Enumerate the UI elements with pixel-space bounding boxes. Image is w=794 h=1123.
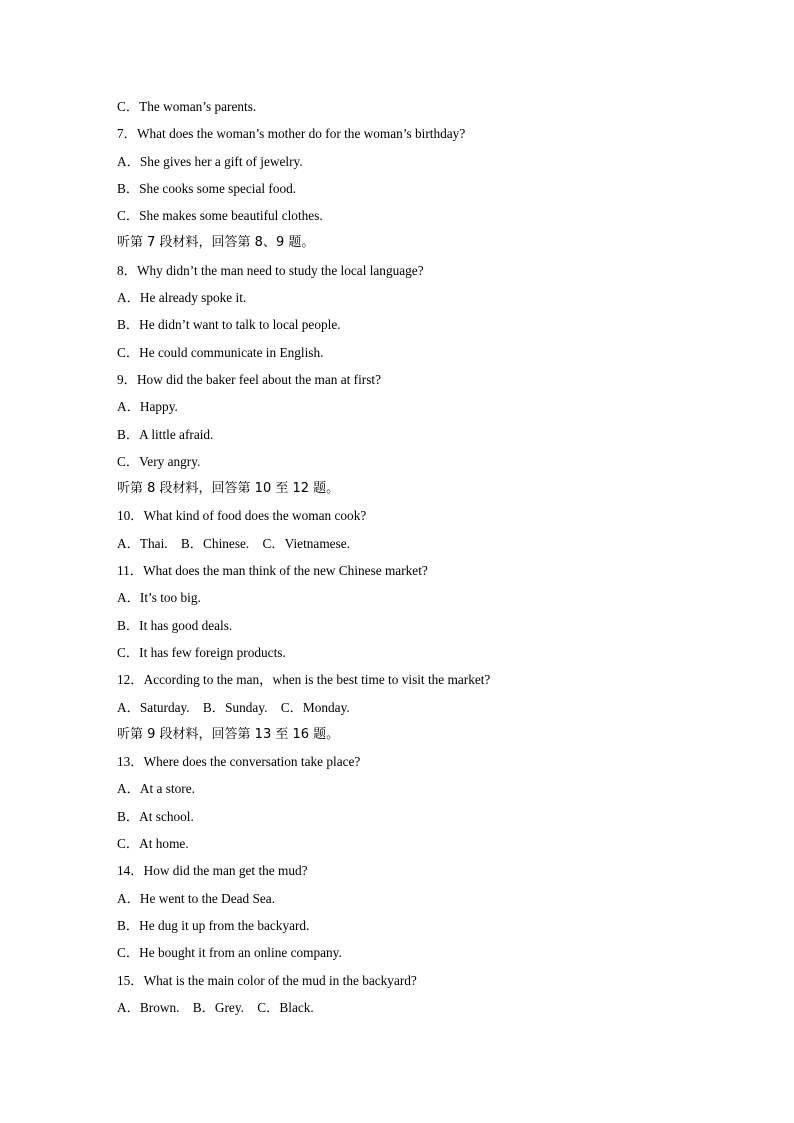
option-line: C．He bought it from an online company. <box>117 945 342 961</box>
section-instruction: 听第 8 段材料，回答第 10 至 12 题。 <box>117 481 340 497</box>
option-line: A．He already spoke it. <box>117 290 247 306</box>
option-line: B．She cooks some special food. <box>117 180 297 196</box>
option-line: C．She makes some beautiful clothes. <box>117 208 323 224</box>
question-line: 10．What kind of food does the woman cook? <box>117 508 367 524</box>
option-line: A．It’s too big. <box>117 590 201 606</box>
question-line: 12．According to the man，when is the best time to visit the market? <box>117 672 491 688</box>
option-line: A．Happy. <box>117 399 178 415</box>
option-line: A．Brown. B．Grey. C．Black. <box>117 999 314 1015</box>
option-line: A．Thai. B．Chinese. C．Vietnamese. <box>117 535 350 551</box>
option-line: B．He dug it up from the backyard. <box>117 917 310 933</box>
option-line: C．He could communicate in English. <box>117 344 324 360</box>
option-line: B．He didn’t want to talk to local people. <box>117 317 341 333</box>
document-page <box>117 93 717 1021</box>
question-line: 13．Where does the conversation take place? <box>117 754 361 770</box>
section-instruction: 听第 9 段材料，回答第 13 至 16 题。 <box>117 726 340 742</box>
option-line: A．Saturday. B．Sunday. C．Monday. <box>117 699 350 715</box>
option-line: A．He went to the Dead Sea. <box>117 890 276 906</box>
option-line: C．The woman’s parents. <box>117 99 257 114</box>
question-line: 11．What does the man think of the new Chinese market? <box>117 563 428 579</box>
question-line: 9．How did the baker feel about the man at first? <box>117 371 382 387</box>
option-line: B．It has good deals. <box>117 617 233 633</box>
section-instruction: 听第 7 段材料，回答第 8、9 题。 <box>117 235 315 251</box>
option-line: A．She gives her a gift of jewelry. <box>117 153 303 169</box>
option-line: C．Very angry. <box>117 453 201 469</box>
option-line: C．It has few foreign products. <box>117 644 286 660</box>
question-line: 7．What does the woman’s mother do for the woman’s birthday? <box>117 126 466 142</box>
option-line: A．At a store. <box>117 781 195 797</box>
question-line: 8．Why didn’t the man need to study the local language? <box>117 262 424 278</box>
option-line: B．At school. <box>117 808 194 824</box>
option-line: C．At home. <box>117 836 189 852</box>
question-line: 15．What is the main color of the mud in the backyard? <box>117 972 417 988</box>
option-line: B．A little afraid. <box>117 426 214 442</box>
question-line: 14．How did the man get the mud? <box>117 863 308 879</box>
